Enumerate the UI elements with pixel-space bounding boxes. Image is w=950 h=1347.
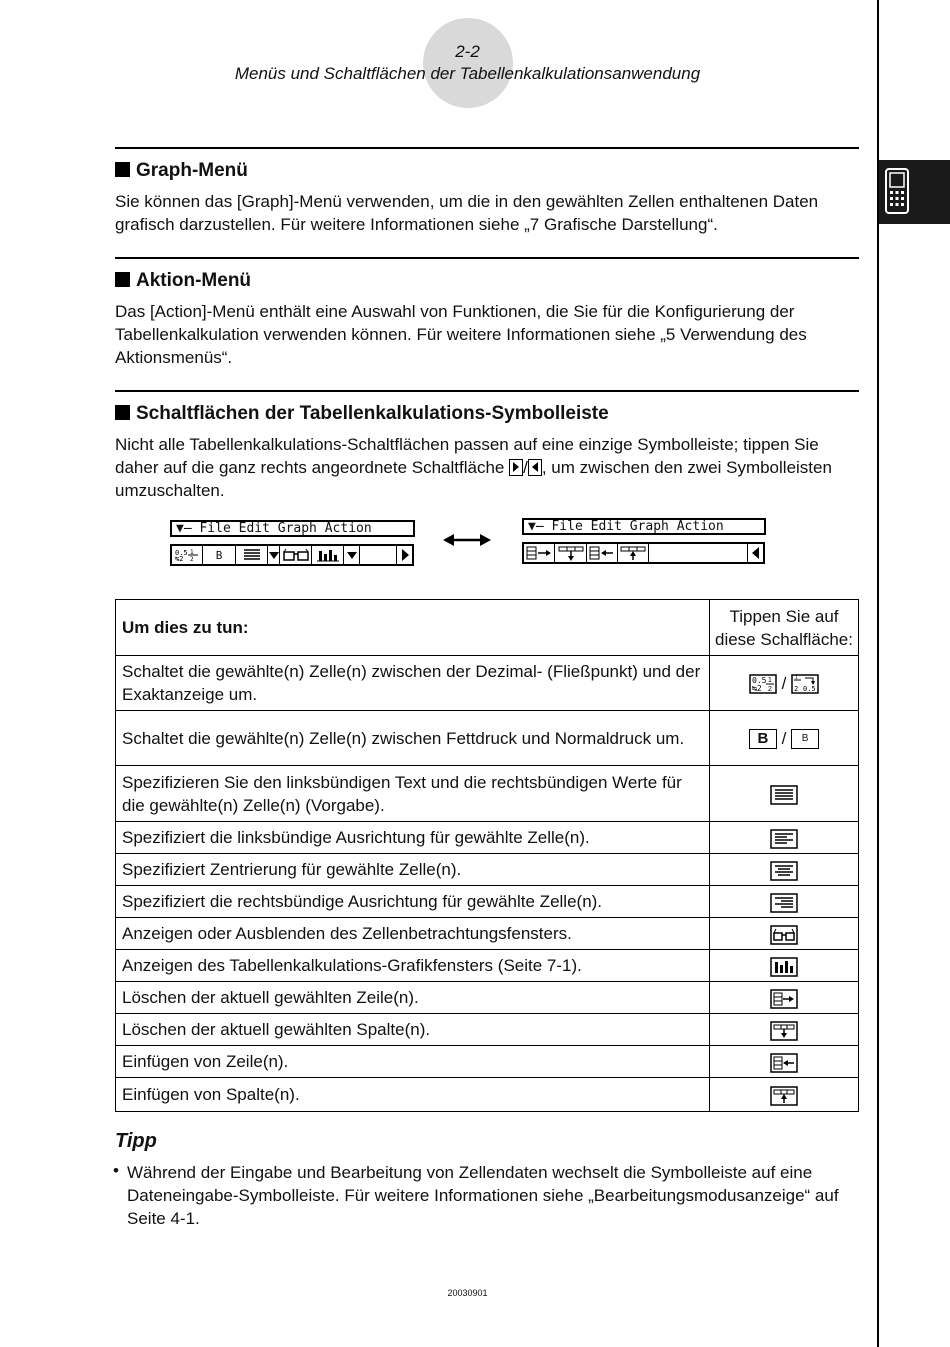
svg-text:2: 2 <box>190 556 194 562</box>
svg-text:2: 2 <box>794 685 799 694</box>
row-description: Schaltet die gewählte(n) Zelle(n) zwischen der Dezimal- (Fließpunkt) und der Exaktanzeige um. <box>116 656 710 711</box>
menu-down-icon: ▼̶ <box>528 519 544 534</box>
row-description: Schaltet die gewählte(n) Zelle(n) zwischen Fettdruck und Normaldruck um. <box>116 711 710 766</box>
cell-viewer-button[interactable] <box>280 546 312 564</box>
table-row <box>116 656 859 711</box>
svg-text:1: 1 <box>190 549 194 556</box>
table-header-button: Tippen Sie auf diese Schalfläche: <box>710 600 859 656</box>
table-row <box>116 711 859 766</box>
table-row <box>116 918 859 950</box>
section-text-graph: Sie können das [Graph]-Menü verwenden, um die in den gewählten Zellen enthaltenen Daten grafisch darzustellen. Für weitere Informationen siehe „7 Grafische Darstellung“. <box>115 192 819 234</box>
svg-text:0.5: 0.5 <box>751 676 767 686</box>
align-right-icon <box>710 886 859 918</box>
svg-text:1: 1 <box>795 675 798 682</box>
row-description: Löschen der aktuell gewählten Spalte(n). <box>116 1014 710 1046</box>
table-row <box>116 854 859 886</box>
decimal-toggle-button[interactable] <box>172 546 203 564</box>
toolbar-blank <box>360 546 396 564</box>
svg-text:↹2: ↹2 <box>751 684 762 694</box>
delete-column-button[interactable] <box>555 544 587 562</box>
row-description: Löschen der aktuell gewählten Zeile(n). <box>116 982 710 1014</box>
insert-row-icon <box>710 1046 859 1078</box>
footer-code: 20030901 <box>447 1288 488 1298</box>
section-rule <box>115 257 859 259</box>
menu-down-icon: ▼̶ <box>176 521 192 536</box>
menu-bar-left[interactable]: ▼̶ File Edit Graph Action <box>170 520 415 537</box>
insert-column-icon <box>710 1078 859 1112</box>
bullet: • <box>113 1161 119 1180</box>
toolbar-blank <box>649 544 747 562</box>
table-row <box>116 1046 859 1078</box>
button-table <box>115 599 859 1112</box>
tipp-heading: Tipp <box>115 1130 157 1152</box>
toolbar-right <box>522 542 765 564</box>
section-rule <box>115 390 859 392</box>
table-row <box>116 1078 859 1112</box>
cell-viewer-icon <box>710 918 859 950</box>
row-description: Spezifiziert die rechtsbündige Ausrichtung für gewählte Zelle(n). <box>116 886 710 918</box>
decimal-exact-toggle-icon: 0.5 ↹2 1 2 / 1 2 0.5 <box>710 656 859 711</box>
bold-button[interactable]: B <box>203 546 236 564</box>
row-description: Spezifiziert Zentrierung für gewählte Zelle(n). <box>116 854 710 886</box>
svg-text:0.5: 0.5 <box>175 549 188 557</box>
row-description: Spezifiziert die linksbündige Ausrichtung für gewählte Zelle(n). <box>116 822 710 854</box>
table-row <box>116 766 859 822</box>
svg-text:↹2: ↹2 <box>175 555 184 562</box>
section-heading-graph: Graph-Menü <box>115 160 248 182</box>
section-rule <box>115 147 859 149</box>
table-row <box>116 982 859 1014</box>
align-button[interactable] <box>236 546 268 564</box>
row-description: Anzeigen des Tabellenkalkulations-Grafikfensters (Seite 7-1). <box>116 950 710 982</box>
graph-dropdown-button[interactable] <box>344 546 360 564</box>
align-dropdown-button[interactable] <box>268 546 280 564</box>
svg-text:2: 2 <box>767 686 772 694</box>
section-text-toolbar: Nicht alle Tabellenkalkulations-Schaltflächen passen auf eine einzige Symbolleiste; tippen Sie daher auf die ganz rechts angeordnete Schaltfläche / , um zwischen den zwei Symbolleisten umzuschalten. <box>115 435 832 500</box>
insert-row-button[interactable] <box>587 544 618 562</box>
menu-bar-right[interactable]: ▼̶ File Edit Graph Action <box>522 518 766 535</box>
section-text-action: Das [Action]-Menü enthält eine Auswahl von Funktionen, die Sie für die Konfigurierung der Tabellenkalkulation verwenden können. Für weitere Informationen siehe „5 Verwendung des Aktionsmenüs“. <box>115 302 807 367</box>
delete-column-icon <box>710 1014 859 1046</box>
table-row <box>116 822 859 854</box>
page-title: Menüs und Schaltflächen der Tabellenkalkulationsanwendung <box>234 64 701 83</box>
section-heading-action: Aktion-Menü <box>115 270 251 292</box>
table-header-action: Um dies zu tun: <box>116 600 710 656</box>
row-description: Einfügen von Zeile(n). <box>116 1046 710 1078</box>
table-row <box>116 1014 859 1046</box>
scroll-left-button[interactable] <box>747 544 763 562</box>
scroll-left-icon <box>528 459 542 476</box>
page-number: 2-2 <box>455 42 480 61</box>
toolbar-left <box>170 544 414 566</box>
double-arrow-icon <box>443 532 491 548</box>
page-number-circle <box>423 18 513 108</box>
align-center-icon <box>710 854 859 886</box>
table-row <box>116 950 859 982</box>
delete-row-icon <box>710 982 859 1014</box>
graph-button[interactable] <box>312 546 344 564</box>
table-row <box>116 886 859 918</box>
row-description: Spezifizieren Sie den linksbündigen Text und die rechtsbündigen Werte für die gewählte(n) Zelle(n) (Vorgabe). <box>116 766 710 822</box>
delete-row-button[interactable] <box>524 544 555 562</box>
bold-normal-toggle-icon: B / B <box>710 711 859 766</box>
svg-text:1: 1 <box>767 677 772 685</box>
insert-column-button[interactable] <box>618 544 649 562</box>
scroll-right-button[interactable] <box>396 546 412 564</box>
align-default-icon <box>710 766 859 822</box>
row-description: Einfügen von Spalte(n). <box>116 1078 710 1112</box>
row-description: Anzeigen oder Ausblenden des Zellenbetrachtungsfensters. <box>116 918 710 950</box>
section-heading-toolbar: Schaltflächen der Tabellenkalkulations-Symbolleiste <box>115 403 609 425</box>
calculator-icon <box>885 168 909 214</box>
align-left-icon <box>710 822 859 854</box>
svg-text:0.5: 0.5 <box>803 685 816 694</box>
chapter-tab <box>879 160 950 224</box>
graph-window-icon <box>710 950 859 982</box>
table-header-row <box>116 600 859 656</box>
scroll-right-icon <box>509 459 523 476</box>
tipp-text: Während der Eingabe und Bearbeitung von Zellendaten wechselt die Symbolleiste auf eine Dateneingabe-Symbolleiste. Für weitere Informationen siehe „Bearbeitungsmodusanzeige“ auf Seite 4-1. <box>127 1163 839 1228</box>
